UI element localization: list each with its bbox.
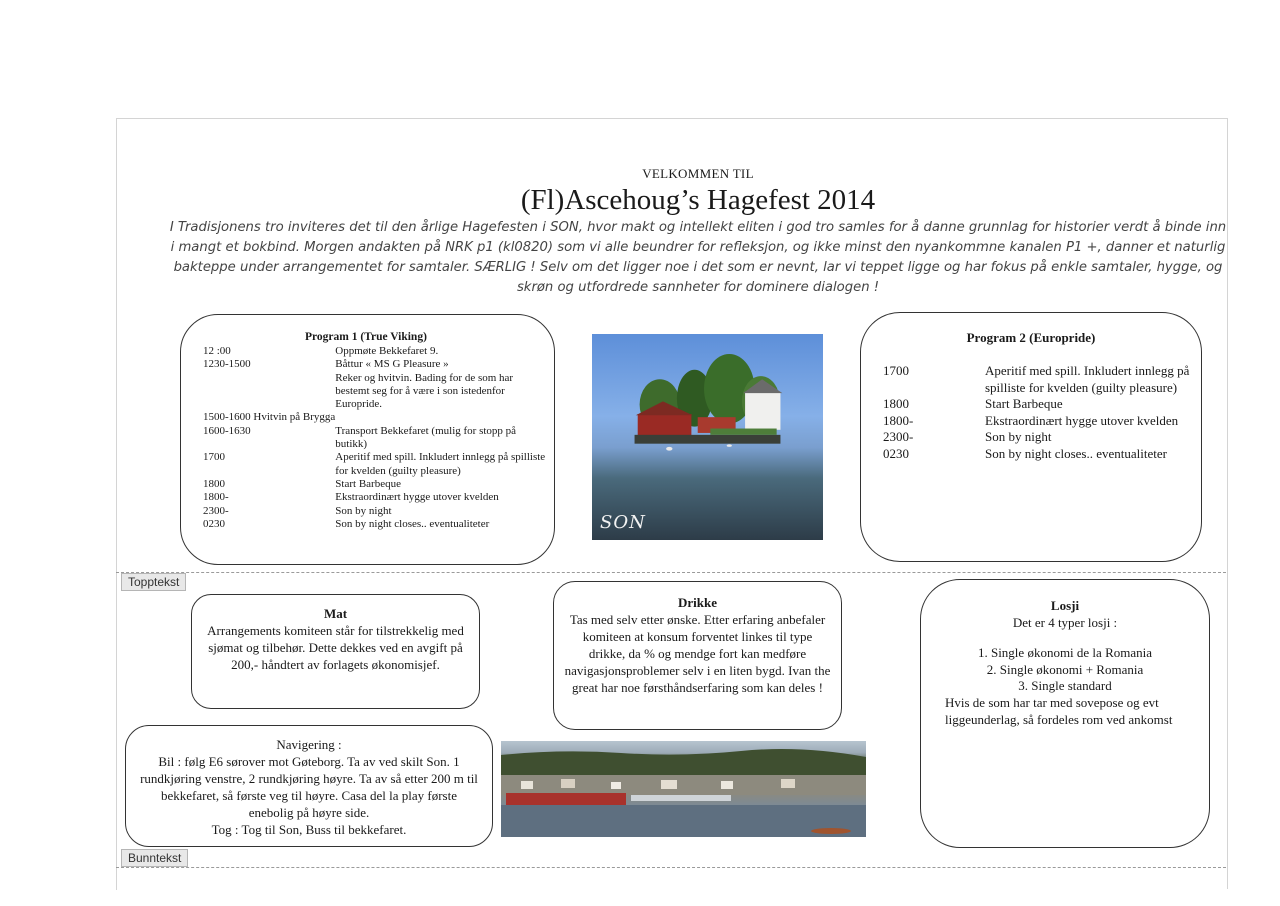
program2-table [883,363,1195,463]
row-time: 0230 [883,445,909,461]
mat-box [191,594,480,709]
table-row [203,372,547,412]
drikke-box [553,581,842,730]
program2-box [860,312,1202,562]
welcome-heading: VELKOMMEN TIL [642,166,754,181]
intro-paragraph: I Tradisjonens tro inviteres det til den årlige Hagefesten i SON, hvor makt og intellekt eliten i god tro samles for å danne grunnlag for historier verdt å binde inn i mangt et bokbind. Morgen andakten på NRK p1 (kl0820) som vi alle beundrer for refleksjon, og ikke minst den nyankommne kanalen P1 +, danner et naturlig bakteppe under arrangementet for samtaler. SÆRLIG ! Selv om det ligger noe i det som er nevnt, lar vi teppet ligge og har fokus på enkle samtaler, hygge, og skrøn og utfordrede sannheter for dominere dialogen ! [169,220,1227,295]
row-time: 1600-1630 [203,424,251,437]
losji-note: Hvis de som har tar med sovepose og evt liggeunderlag, så fordeles rom ved ankomst [945,694,1173,727]
row-time: 1800- [203,491,229,504]
row-desc [335,411,547,424]
row-desc: Aperitif med spill. Inkludert innlegg på spilliste for kvelden (guilty pleasure) [335,451,546,477]
table-row [883,446,1195,463]
row-desc: Transport Bekkefaret (mulig for stopp på butikk) [335,424,517,451]
table-row [883,363,1195,396]
mat-text: Arrangements komiteen står for tilstrekkelig med sjømat og tilbehør. Dette dekkes ved en avgift på 200,- håndtert av forlagets økonomisjef. [207,623,464,672]
table-row [203,491,547,504]
drikke-heading: Drikke [678,595,717,610]
row-desc: Start Barbeque [335,477,401,490]
row-time: 0230 [203,517,225,530]
row-desc: Son by night [335,504,392,517]
header-boundary [116,572,1226,573]
page-edge [116,860,117,890]
table-row [883,396,1195,413]
row-time: 1700 [883,363,909,378]
table-row [883,429,1195,446]
table-row [203,505,547,518]
list-item: 1. Single økonomi de la Romania [977,645,1153,661]
row-time: 12 :00 [203,345,231,357]
list-item: 3. Single standard [1018,678,1112,694]
table-row [203,425,547,452]
row-desc: Start Barbeque [985,396,1063,412]
row-time: 1800 [883,396,909,412]
row-time: 1700 [203,451,225,464]
row-desc: Son by night closes.. eventualiteter [985,445,1167,461]
page-title: (Fl)Ascehoug’s Hagefest 2014 [520,184,876,216]
program1-table [203,345,547,531]
row-desc: Son by night closes.. eventualiteter [335,517,490,530]
row-desc: Ekstraordinært hygge utover kvelden [335,491,499,504]
losji-box [920,579,1210,848]
navigering-box [125,725,493,847]
losji-heading: Losji [1050,598,1080,613]
row-desc: Son by night [985,429,1052,445]
list-item: 2. Single økonomi + Romania [986,661,1144,677]
program1-box [180,314,555,565]
table-row [883,413,1195,430]
row-desc: Aperitif med spill. Inkludert innlegg på spilliste for kvelden (guilty pleasure) [985,363,1190,395]
program2-heading: Program 2 (Europride) [966,330,1096,345]
header-tag[interactable]: Topptekst [121,573,186,591]
row-time: 1800 [203,477,225,490]
table-row [203,478,547,491]
mat-heading: Mat [323,606,348,621]
panorama-scene-graphic [501,741,866,837]
row-time: 1500-1600 Hvitvin på Brygga [203,411,336,424]
table-row [203,518,547,531]
losji-intro: Det er 4 typer losji : [1012,614,1118,630]
harbor-scene-graphic [592,354,823,474]
row-desc: Reker og hvitvin. Bading for de som har bestemt seg for å være i son istedenfor Europride. [335,371,514,411]
row-time [203,372,335,412]
son-panorama-photo [501,741,866,837]
row-time: 2300- [883,429,914,445]
table-row [203,358,547,371]
navigering-text: Bil : følg E6 sørover mot Gøteborg. Ta av ved skilt Son. 1 rundkjøring venstre, 2 rundkjøring høyre. Ta av så etter 200 m til bekkefaret, så første veg til høyre. Casa del la play første enebolig på høyre side. [140,754,478,820]
footer-boundary [116,867,1226,868]
table-row [203,345,547,358]
navigering-text-train: Tog : Tog til Son, Buss til bekkefaret. [211,822,407,837]
table-row [203,451,547,478]
navigering-heading: Navigering : [276,737,342,752]
row-desc: Ekstraordinært hygge utover kvelden [985,412,1179,428]
table-row [203,411,547,424]
drikke-text: Tas med selv etter ønske. Etter erfaring anbefaler komiteen at konsum forventet linkes til type drikke, da % og mendge fort kan medføre navigasjonsproblemer selv i en liten bygd. Ivan the great har noe førsthåndserfaring som kan deles ! [564,612,831,695]
row-time: 1800- [883,412,914,428]
row-time: 2300- [203,504,229,517]
row-time: 1230-1500 [203,358,251,371]
losji-list [945,645,1209,695]
program1-heading: Program 1 (True Viking) [305,331,427,343]
son-logo: SON [600,512,646,533]
son-harbor-photo [592,334,823,540]
footer-tag[interactable]: Bunntekst [121,849,188,867]
row-desc: Båttur « MS G Pleasure » [335,358,449,371]
row-desc: Oppmøte Bekkefaret 9. [335,345,439,357]
